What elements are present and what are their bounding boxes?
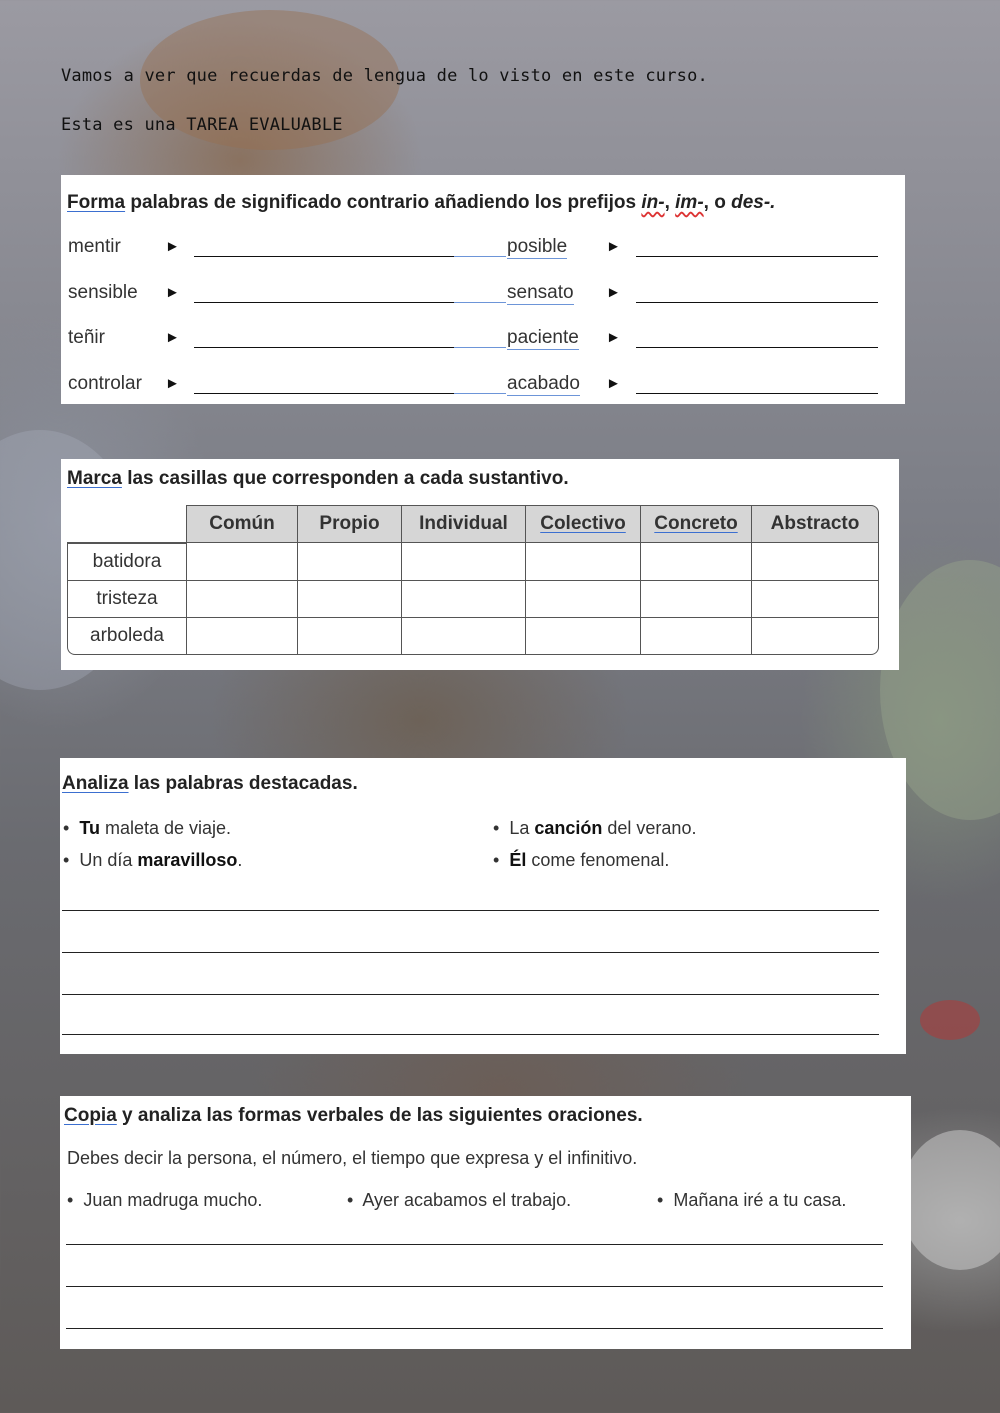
checkbox-cell[interactable] <box>752 543 879 581</box>
answer-line[interactable] <box>62 994 879 995</box>
background-shape <box>900 1130 1000 1270</box>
section-prefixes-title: Forma palabras de significado contrario añadiendo los prefijos in-, im-, o des-. <box>67 192 776 213</box>
header-individual: Individual <box>402 505 526 543</box>
checkbox-cell[interactable] <box>641 618 752 655</box>
header-propio: Propio <box>298 505 402 543</box>
title-keyword: Forma <box>67 192 126 213</box>
checkbox-cell[interactable] <box>187 581 298 618</box>
checkbox-cell[interactable] <box>641 543 752 581</box>
title-keyword: Analiza <box>62 773 129 794</box>
answer-line[interactable] <box>194 256 454 257</box>
answer-line-blue <box>454 393 506 394</box>
section-analyze <box>60 758 906 1054</box>
arrow-icon: ► <box>165 375 180 392</box>
row-label: tristeza <box>67 581 187 618</box>
bullet-icon: • <box>63 818 70 838</box>
answer-line[interactable] <box>636 347 878 348</box>
list-item: • Mañana iré a tu casa. <box>657 1190 847 1210</box>
section-nouns <box>61 459 899 670</box>
row-label: arboleda <box>67 618 187 655</box>
list-item: • Un día maravilloso. <box>63 850 243 870</box>
section-verbs-title: Copia y analiza las formas verbales de las siguientes oraciones. <box>64 1105 643 1126</box>
left-word: sensible <box>68 282 138 303</box>
answer-line[interactable] <box>636 393 878 394</box>
checkbox-cell[interactable] <box>402 581 526 618</box>
answer-line[interactable] <box>194 302 454 303</box>
arrow-icon: ► <box>165 238 180 255</box>
right-word: paciente <box>507 327 579 348</box>
table-corner <box>67 505 187 543</box>
arrow-icon: ► <box>165 329 180 346</box>
bullet-icon: • <box>493 850 500 870</box>
checkbox-cell[interactable] <box>187 618 298 655</box>
table-row <box>67 618 879 655</box>
header-concreto: Concreto <box>641 505 752 543</box>
row-label: batidora <box>67 543 187 581</box>
list-item: • La canción del verano. <box>493 818 697 838</box>
prefix-in: in- <box>641 192 665 213</box>
checkbox-cell[interactable] <box>402 618 526 655</box>
arrow-icon: ► <box>165 284 180 301</box>
prefix-im: im- <box>675 192 704 213</box>
answer-line[interactable] <box>194 393 454 394</box>
answer-line[interactable] <box>62 952 879 953</box>
list-item: • Tu maleta de viaje. <box>63 818 232 838</box>
answer-line[interactable] <box>636 302 878 303</box>
checkbox-cell[interactable] <box>526 618 641 655</box>
arrow-icon: ► <box>606 375 621 392</box>
answer-line[interactable] <box>62 910 879 911</box>
table-row <box>67 581 879 618</box>
checkbox-cell[interactable] <box>298 581 402 618</box>
intro-line-1: Vamos a ver que recuerdas de lengua de lo visto en este curso. <box>61 66 708 86</box>
title-keyword: Copia <box>64 1105 117 1126</box>
section-nouns-title: Marca las casillas que corresponden a cada sustantivo. <box>67 468 569 489</box>
answer-line-blue <box>454 347 506 348</box>
checkbox-cell[interactable] <box>298 618 402 655</box>
bullet-icon: • <box>657 1190 664 1210</box>
arrow-icon: ► <box>606 329 621 346</box>
header-comun: Común <box>187 505 298 543</box>
answer-line-blue <box>454 256 506 257</box>
prefix-des: des-. <box>731 192 776 213</box>
arrow-icon: ► <box>606 284 621 301</box>
bullet-icon: • <box>493 818 500 838</box>
checkbox-cell[interactable] <box>641 581 752 618</box>
answer-line[interactable] <box>62 1034 879 1035</box>
list-item: • Él come fenomenal. <box>493 850 670 870</box>
bullet-icon: • <box>347 1190 354 1210</box>
checkbox-cell[interactable] <box>752 618 879 655</box>
table-row <box>67 543 879 581</box>
title-keyword: Marca <box>67 468 122 489</box>
left-word: teñir <box>68 327 105 348</box>
checkbox-cell[interactable] <box>526 543 641 581</box>
arrow-icon: ► <box>606 238 621 255</box>
intro-line-2: Esta es una TAREA EVALUABLE <box>61 115 343 135</box>
section-verbs <box>60 1096 911 1349</box>
answer-line[interactable] <box>194 347 454 348</box>
nouns-table <box>67 505 879 655</box>
bullet-icon: • <box>67 1190 74 1210</box>
answer-line-blue <box>454 302 506 303</box>
header-colectivo: Colectivo <box>526 505 641 543</box>
right-word: sensato <box>507 282 574 303</box>
checkbox-cell[interactable] <box>187 543 298 581</box>
answer-line[interactable] <box>66 1286 883 1287</box>
right-word: posible <box>507 236 568 257</box>
checkbox-cell[interactable] <box>402 543 526 581</box>
header-abstracto: Abstracto <box>752 505 879 543</box>
checkbox-cell[interactable] <box>298 543 402 581</box>
instructions: Debes decir la persona, el número, el tiempo que expresa y el infinitivo. <box>67 1148 638 1168</box>
answer-line[interactable] <box>66 1244 883 1245</box>
right-word: acabado <box>507 373 580 394</box>
list-item: • Juan madruga mucho. <box>67 1190 263 1210</box>
list-item: • Ayer acabamos el trabajo. <box>347 1190 572 1210</box>
left-word: mentir <box>68 236 121 257</box>
section-analyze-title: Analiza las palabras destacadas. <box>62 773 358 794</box>
left-word: controlar <box>68 373 142 394</box>
background-shape <box>920 1000 980 1040</box>
answer-line[interactable] <box>66 1328 883 1329</box>
checkbox-cell[interactable] <box>526 581 641 618</box>
bullet-icon: • <box>63 850 70 870</box>
checkbox-cell[interactable] <box>752 581 879 618</box>
section-prefixes <box>61 175 905 404</box>
answer-line[interactable] <box>636 256 878 257</box>
